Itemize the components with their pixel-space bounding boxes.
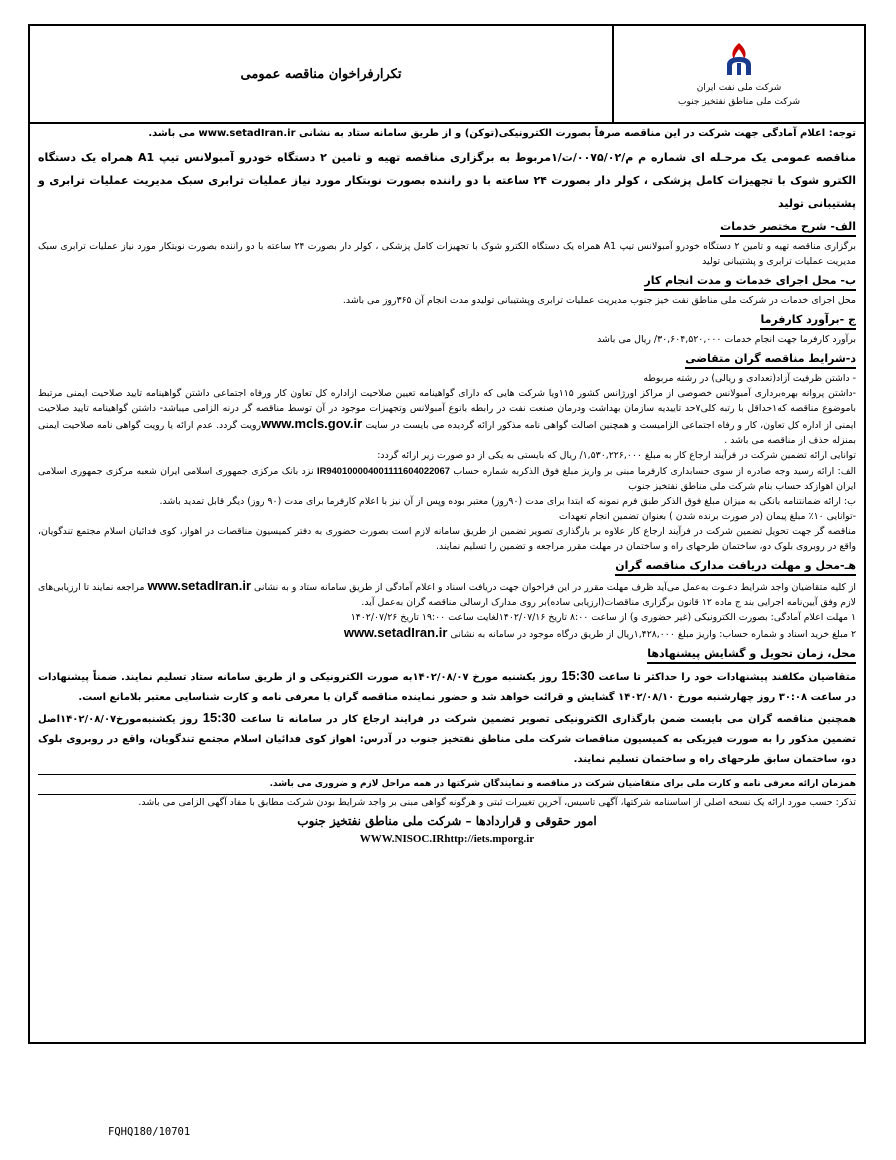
- section-b-heading: ب- محل اجرای خدمات و مدت انجام کار: [38, 273, 856, 291]
- section-d-item-3b: ب: ارائه ضمانتنامه بانکی به میزان مبلغ فوق الذکر طبق فرم نمونه که ابتدا برای مدت (۹۰روز) معتبر بوده وپس از آن نیز با اعلام کارفرما برای مدت (۹۰ روز) دیگر قابل تمدید باشد.: [159, 496, 856, 507]
- section-b-text: محل اجرای خدمات در شرکت ملی مناطق نفت خیز جنوب مدیریت عملیات ترابری وپشتیبانی تولیدو مدت انجام آن ۳۶۵روز می باشد.: [342, 295, 856, 306]
- website-links[interactable]: WWW.NISOC.IRhttp://iets.mporg.ir: [359, 833, 535, 845]
- section-f-item-1: متقاضیان مکلفند پیشنهادات خود را حداکثر تا ساعت 15:30 روز یکشنبه مورخ ۱۴۰۲/۰۸/۰۷به صورت الکترونیکی و از طریق سامانه ستاد تسلیم نمایند. ضمناً پیشنهادات در ساعت ۳۰:۰۸ روز چهارشنبه مورخ ۱۴۰۲/۰۸/۱۰ گشایش و قرائت خواهد شد و حضور نماینده مناقصه گران با معرفی نامه و کارت شناسایی معتبر بلامانع است.: [38, 668, 857, 703]
- setad-link-2[interactable]: www.setadIran.ir: [343, 625, 448, 640]
- section-d-item-3a: الف: ارائه رسید وجه صادره از سوی حسابداری کارفرما مبنی بر واریز مبلغ فوق الذکربه شماره حساب IR940100004001111604022067 نزد بانک مرکزی جمهوری اسلامی ایران شعبه مرکزی جمهوری اسلامی ایران اهوازکد حساب بنام شرکت ملی مناطق نفتخیز جنوب: [38, 465, 856, 492]
- section-e-item-2: ۱ مهلت اعلام آمادگی: بصورت الکترونیکی (غیر حضوری و) از ساعت ۸:۰۰ تاریخ ۱۴۰۲/۰۷/۱۶لغایت ساعت ۱۹:۰۰ تاریخ ۱۴۰۲/۰۷/۲۶: [350, 612, 856, 623]
- document-frame: [28, 24, 866, 1044]
- section-d-item-2: -داشتن پروانه بهره‌برداری آمبولانس خصوصی از مراکز اورژانس کشور ۱۱۵ویا شرکت هایی که دارای گواهینامه تعیین صلاحیت ازاداره کل تعاون کار ورفاه اجتماعی داشتن گواهینامه تایید صلاحیت ایمنی مرتبط باموضوع مناقصه که۱حداقل با رتبه کلی۷حد تاییدیه سازمان بهداشت ودرمان صنعت نفت در رابطه بانوع آمبولانس وتجهیزات موجود در آن توسط مناقصه گر درنه الزامی میباشد- داشتن گواهینامه تایید صلاحیت ایمنی از اداره کل تعاون، کار و رفاه اجتماعی الزامیست و همچنین اصالت گواهی نامه مذکور ارائه گردیده می بایست در سایت www.mcls.gov.irرویت گردد. عدم ارائه یا رویت گواهی نامه صلاحیت ایمنی بمنزله حذف از مناقصه می باشد .: [38, 388, 857, 446]
- section-d-heading: د-شرایط مناقصه گران متقاضی: [38, 351, 856, 369]
- document-code: FQHQ180/10701: [108, 1126, 191, 1138]
- signature: امور حقوقی و قراردادها – شرکت ملی مناطق نفتخیز جنوب: [297, 814, 597, 828]
- section-d-item-3: توانایی ارائه تضمین شرکت در فرآیند ارجاع کار به مبلغ ۱,۵۳۰,۲۲۶,۰۰۰/ ریال که بایستی به یکی از دو صورت زیر ارائه گردد:: [377, 450, 856, 461]
- page-title: تکرارفراخوان مناقصه عمومی: [240, 66, 402, 82]
- company-name-1: شرکت ملی نفت ایران: [696, 83, 782, 93]
- setad-link-1[interactable]: www.setadIran.ir: [147, 578, 252, 593]
- deadline-time-1: 15:30: [561, 668, 595, 683]
- section-c-text: برآورد کارفرما جهت انجام خدمات ۳۰,۶۰۴,۵۲۰,۰۰۰/ ریال می باشد: [597, 334, 856, 345]
- id-note: همزمان ارائه معرفی نامه و کارت ملی برای متقاضیان شرکت در مناقصه و نمایندگان شرکتها در همه مراحل لازم و ضروری می باشد.: [38, 774, 856, 795]
- section-a-text: برگزاری مناقصه تهیه و تامین ۲ دستگاه خودرو آمبولانس تیپ A1 همراه یک دستگاه الکترو شوک با تجهیزات کامل پزشکی ، کولر دار بصورت ۲۴ ساعته با دو راننده بصورت نوبتکار مورد نیاز عملیات ترابری سبک مدیریت عملیات ترابری و پشتیبانی تولید: [38, 241, 857, 267]
- deadline-time-2: 15:30: [202, 710, 237, 725]
- section-f-item-2: همچنین مناقصه گران می بایست ضمن بارگذاری الکترونیکی تصویر تضمین شرکت در فرایند ارجاع کار در سامانه تا ساعت 15:30 روز یکشنبه‌مورخ۱۴۰۲/۰۸/۰۷اصل تضمین مذکور را به صورت فیزیکی به کمیسیون مناقصات شرکت ملی مناطق نفتخیز جنوب در آدرس: اهواز کوی فدائیان اسلام مجتمع تندگویان، واقع در روبروی بلوک دو، ساختمان سابق طرحهای راه و ساختمان تسلیم نمایند.: [38, 710, 856, 765]
- section-f-heading: محل، زمان تحویل و گشایش پیشنهادها: [38, 646, 856, 664]
- company-logo-block: [612, 26, 864, 122]
- section-d-item-4: -توانایی ۱۰٪ مبلغ پیمان (در صورت برنده شدن ) بعنوان تضمین انجام تعهدات: [559, 511, 856, 522]
- section-d-item-1: - داشتن ظرفیت آزاد(تعدادی و ریالی) در رشته مربوطه: [643, 373, 856, 384]
- section-e-heading: هـ-محل و مهلت دریافت مدارک مناقصه گران: [38, 558, 856, 576]
- notice-text: توجه: اعلام آمادگی جهت شرکت در این مناقصه صرفاً بصورت الکترونیکی(توکن) و از طریق سامانه ستاد به نشانی www.setadIran.ir می باشد.: [148, 128, 856, 139]
- section-d-item-5: مناقصه گر جهت تحویل تضمین شرکت در فرآیند ارجاع کار علاوه بر بارگذاری تصویر تضمین از طریق سامانه لازم است بصورت حضوری به دفتر کمیسیون مناقصات در اهواز، کوی فدائیان اسلام مجتمع تندگویان، واقع در روبروی بلوک دو، ساختمان طرحهای راه و ساختمان در مهلت مقرر مراجعه و تضمین را تسلیم نمایند.: [38, 526, 856, 552]
- header: [30, 26, 864, 124]
- section-a-heading: الف- شرح مختصر خدمات: [38, 219, 856, 237]
- nioc-logo-icon: [719, 39, 759, 79]
- lead-paragraph: مناقصه عمومی یک مرحـله ای شماره م م/۰۰۷۵/۰۲/ت/۱مربوط به برگزاری مناقصه تهیه و تامین ۲ دستگاه خودرو آمبولانس تیپ A1 همراه یک دستگاه الکترو شوک با تجهیزات کامل پزشکی ، کولر دار بصورت ۲۴ ساعته با دو راننده بصورت نوبتکار مورد نیاز عملیات ترابری سبک مدیریت عملیات ترابری و پشتیبانی تولید: [38, 151, 856, 210]
- reminder-text: تذکر: حسب مورد ارائه یک نسخه اصلی از اساسنامه شرکتها، آگهی تاسیس، آخرین تغییرات ثبتی و هرگونه گواهی مبنی بر واجد شرایط بودن شرکت مطابق با مفاد آگهی الزامی می باشد.: [138, 797, 856, 808]
- section-e-item-3: ۲ مبلغ خرید اسناد و شماره حساب: واریز مبلغ ۱,۴۲۸,۰۰۰ریال از طریق درگاه موجود در سامانه به نشانی www.setadIran.ir: [343, 625, 856, 640]
- section-c-heading: ج -برآورد کارفرما: [38, 312, 856, 330]
- mcls-link[interactable]: www.mcls.gov.ir: [261, 416, 363, 431]
- company-name-2: شرکت ملی مناطق نفتخیز جنوب: [678, 97, 800, 107]
- account-number: IR940100004001111604022067: [316, 465, 450, 476]
- document-body: [30, 124, 864, 847]
- section-e-item-1: از کلیه متقاضیان واجد شرایط دعـوت به‌عمل می‌آید ظرف مهلت مقرر در این فراخوان جهت دریافت اسناد و اعلام آمادگی از طریق سامانه ستاد و به نشانی www.setadIran.ir مراجعه نمایند تا ارزیابی‌های لازم وفق آیین‌نامه اجرایی بند ج ماده ۱۲ قانون برگزاری مناقصات(ارزیابی ساده)بر روی مدارک ارسالی مناقصه گران به‌عمل آید.: [38, 578, 856, 608]
